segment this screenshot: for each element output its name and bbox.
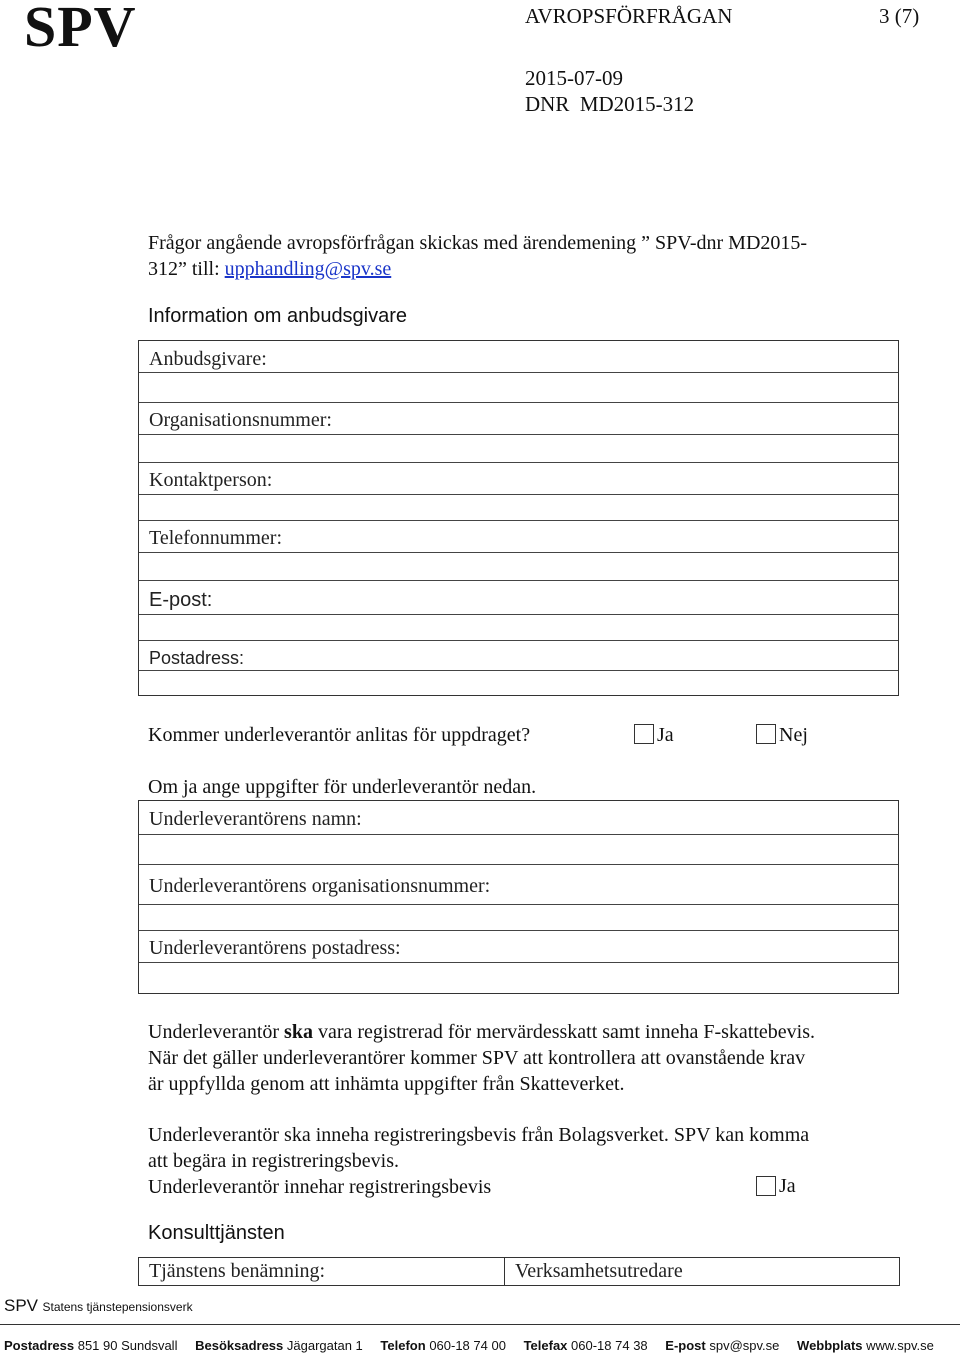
subcontractor-address-label: Underleverantörens postadress: [149,937,401,959]
footer-email[interactable]: spv@spv.se [709,1338,780,1353]
subcontractor-form [138,800,899,994]
consultancy-heading: Konsulttjänsten [148,1222,285,1244]
contact-email-link[interactable]: upphandling@spv.se [224,258,392,280]
email-input[interactable] [139,615,898,641]
service-value-cell[interactable] [505,1258,899,1285]
intro-text [148,230,908,282]
subcontractor-no-label: Nej [779,724,808,746]
vat-pre: Underleverantör [148,1021,285,1043]
subcontractor-label-row [139,865,898,905]
footer-web[interactable]: www.spv.se [866,1338,934,1353]
phone-input[interactable] [139,553,898,581]
footer-fax-label: Telefax [523,1338,568,1353]
footer-postal-label: Postadress [4,1338,75,1353]
bidder-label-row [139,521,898,553]
document-dnr: DNR MD2015-312 [525,92,695,116]
subcontractor-no-checkbox[interactable] [756,724,776,744]
subcontractor-address-input[interactable] [139,963,898,993]
bidder-label-row [139,341,898,373]
footer-fax: 060-18 74 38 [571,1338,648,1353]
bidder-label-row [139,581,898,615]
bidder-form [138,340,899,696]
footer-phone-label: Telefon [380,1338,426,1353]
footer-divider [0,1324,960,1325]
service-value: Verksamhetsutredare [515,1260,683,1282]
contact-person-input[interactable] [139,495,898,521]
service-label-cell [139,1258,505,1285]
registration-yes-checkbox[interactable] [756,1176,776,1196]
org-full-name: Statens tjänstepensionsverk [42,1300,193,1314]
intro-line-1: Frågor angående avropsförfrågan skickas med ärendemening ” SPV-dnr MD2015- [148,232,808,254]
footer-visit-label: Besöksadress [195,1338,284,1353]
org-number-input[interactable] [139,435,898,463]
subcontractor-label-row [139,931,898,963]
footer-web-label: Webbplats [797,1338,863,1353]
registration-line-2: att begära in registreringsbevis. [148,1150,400,1172]
subcontractor-org-number-label: Underleverantörens organisationsnummer: [149,875,491,897]
email-label: E-post: [149,589,213,611]
postal-address-input[interactable] [139,671,898,695]
vat-line-2: När det gäller underleverantörer kommer SPV att kontrollera att ovanstående krav [148,1047,806,1069]
contact-person-label: Kontaktperson: [149,469,273,491]
service-label: Tjänstens benämning: [149,1260,326,1282]
subcontractor-yes-label: Ja [657,724,674,746]
org-number-label: Organisationsnummer: [149,409,332,431]
subcontractor-yes-checkbox[interactable] [634,724,654,744]
subcontractor-question: Kommer underleverantör anlitas för uppdraget? [148,724,531,746]
subcontractor-name-label: Underleverantörens namn: [149,808,362,830]
bidder-label-row [139,463,898,495]
spv-logo: SPV [24,0,137,59]
phone-label: Telefonnummer: [149,527,282,549]
footer [4,1338,934,1353]
document-type: AVROPSFÖRFRÅGAN [525,4,733,28]
footer-phone: 060-18 74 00 [429,1338,506,1353]
intro-prefix: 312” till: [148,258,225,280]
bidder-heading: Information om anbudsgivare [148,305,408,327]
footer-email-label: E-post [665,1338,706,1353]
vat-line-1 [148,1019,908,1045]
vat-emphasis: ska [284,1021,313,1043]
service-table [138,1257,900,1286]
subcontractor-org-number-input[interactable] [139,905,898,931]
registration-line-3: Underleverantör innehar registreringsbevis [148,1176,492,1198]
postal-address-label: Postadress: [149,648,245,668]
subcontractor-name-input[interactable] [139,835,898,865]
vat-line-3: är uppfyllda genom att inhämta uppgifter från Skatteverket. [148,1073,625,1095]
organization-name [4,1296,193,1316]
org-abbr: SPV [4,1296,39,1315]
subcontractor-followup: Om ja ange uppgifter för underleverantör nedan. [148,776,537,798]
footer-postal: 851 90 Sundsvall [77,1338,178,1353]
bidder-label-row [139,403,898,435]
footer-visit: Jägargatan 1 [286,1338,363,1353]
subcontractor-label-row [139,801,898,835]
document-date: 2015-07-09 [525,66,623,90]
vat-requirement-text [148,1019,908,1097]
bidder-label-row [139,641,898,671]
vat-post: vara registrerad för mervärdesskatt samt inneha F-skattebevis. [312,1021,815,1043]
page-number: 3 (7) [879,4,920,28]
intro-line-2 [148,256,908,282]
bidder-name-input[interactable] [139,373,898,403]
bidder-field-label: Anbudsgivare: [149,348,267,370]
registration-line-1: Underleverantör ska inneha registreringsbevis från Bolagsverket. SPV kan komma [148,1124,810,1146]
registration-yes-label: Ja [779,1175,796,1197]
